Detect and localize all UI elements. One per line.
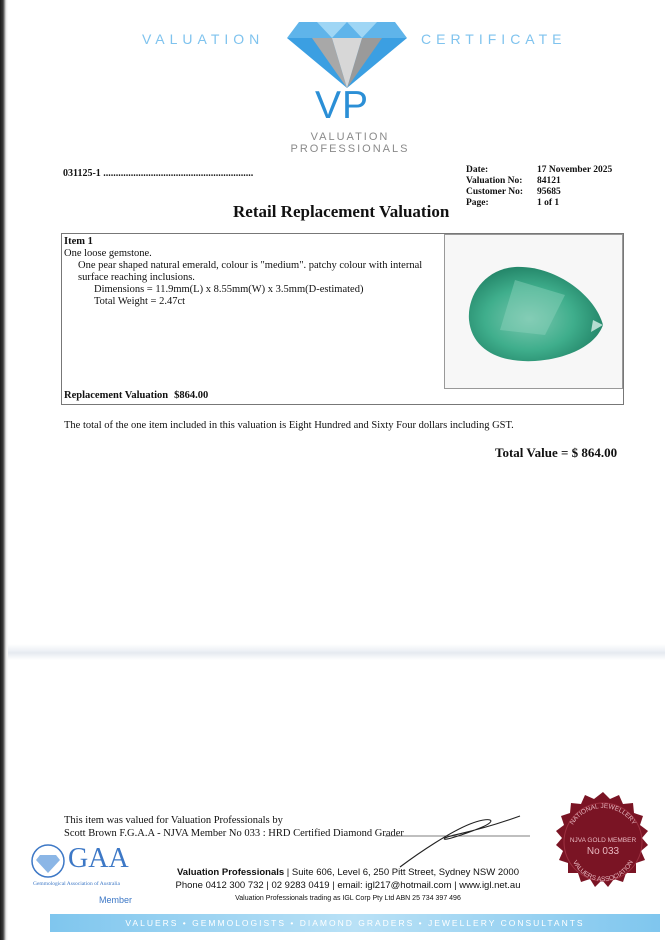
- seal-arc-bottom: VALUERS ASSOCIATION: [571, 859, 635, 884]
- meta-row: [466, 198, 612, 209]
- item-weight: Total Weight = 2.47ct: [94, 296, 186, 307]
- seal-line2: No 033: [586, 846, 620, 857]
- seal-line1: NJVA GOLD MEMBER: [569, 837, 637, 844]
- njva-seal-icon: [550, 790, 656, 896]
- footer-address-line: [153, 866, 543, 879]
- meta-label: Date:: [466, 165, 489, 175]
- valued-by: [64, 814, 404, 840]
- item-desc: One pear shaped natural emerald, colour is "medium". patchy colour with internal surface reaching inclusions.: [78, 260, 423, 283]
- item-heading: Item 1: [64, 236, 93, 247]
- footer-street: | Suite 606, Level 6, 250 Pitt Street, Sydney NSW 2000: [284, 867, 519, 878]
- seal-arc-top: NATIONAL JEWELLERY: [568, 802, 638, 827]
- logo-letters: VP: [315, 84, 370, 127]
- item-description: [64, 236, 434, 308]
- valued-by-line2: Scott Brown F.G.A.A - NJVA Member No 033 : HRD Certified Diamond Grader: [64, 828, 404, 839]
- meta-value: 17 November 2025: [537, 165, 613, 175]
- logo-subtitle-line2: PROFESSIONALS: [290, 143, 410, 155]
- diamond-logo-icon: [287, 18, 407, 90]
- replacement-label: Replacement Valuation: [64, 390, 169, 401]
- signature-icon: [380, 812, 540, 872]
- item-line: One loose gemstone.: [64, 248, 152, 259]
- meta-label: Page:: [466, 198, 489, 208]
- total-text: The total of the one item included in this valuation is Eight Hundred and Sixty Four dollars including GST.: [64, 420, 514, 431]
- total-value: Total Value = $ 864.00: [495, 445, 618, 460]
- gaa-member: Member: [99, 895, 133, 905]
- footer-trading: Valuation Professionals trading as IGL Corp Pty Ltd ABN 25 734 397 496: [235, 895, 461, 902]
- meta-row: [466, 176, 612, 187]
- header-left-word: VALUATION: [142, 31, 265, 47]
- reference-number: 031125-1 ............................................................: [63, 168, 254, 179]
- meta-block: [466, 165, 612, 209]
- footer-contacts: Phone 0412 300 732 | 02 9283 0419 | email: igl217@hotmail.com | www.igl.net.au: [175, 880, 521, 891]
- emerald-gem-icon: [445, 235, 624, 390]
- gaa-org: Gemmological Association of Australia: [33, 881, 120, 887]
- meta-value: 95685: [537, 187, 561, 197]
- meta-label: Valuation No:: [466, 176, 523, 186]
- footer-band: VALUERS • GEMMOLOGISTS • DIAMOND GRADERS • JEWELLERY CONSULTANTS: [50, 914, 660, 932]
- meta-row: [466, 187, 612, 198]
- replacement-valuation: [64, 390, 208, 401]
- replacement-value: $864.00: [174, 390, 209, 401]
- header-right-word: CERTIFICATE: [421, 31, 567, 47]
- footer-company: Valuation Professionals: [177, 867, 285, 878]
- logo-subtitle: [250, 131, 450, 155]
- meta-value: 84121: [537, 176, 561, 186]
- logo-subtitle-line1: VALUATION: [310, 131, 390, 143]
- item-dimensions: Dimensions = 11.9mm(L) x 8.55mm(W) x 3.5mm(D-estimated): [94, 284, 364, 295]
- emerald-photo: [444, 234, 623, 389]
- page-edge: [0, 0, 8, 940]
- meta-value: 1 of 1: [537, 198, 560, 208]
- footer-address: [153, 866, 543, 892]
- meta-label: Customer No:: [466, 187, 524, 197]
- valued-by-line1: This item was valued for Valuation Professionals by: [64, 815, 283, 826]
- gaa-letters: GAA: [68, 843, 129, 874]
- meta-row: [466, 165, 612, 176]
- paper-fold: [8, 644, 665, 660]
- document-title: Retail Replacement Valuation: [233, 202, 450, 221]
